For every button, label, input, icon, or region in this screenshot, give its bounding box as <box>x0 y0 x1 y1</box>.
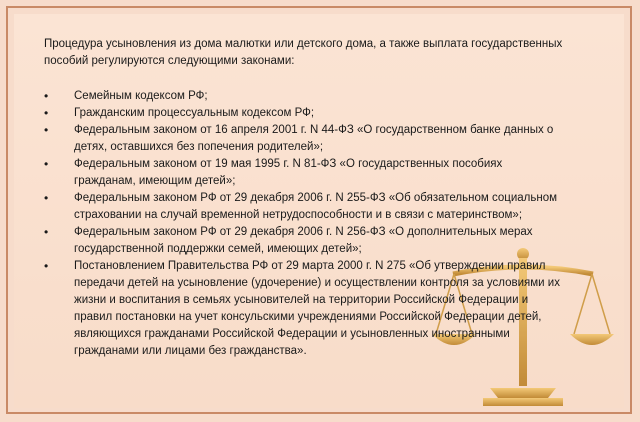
intro-paragraph: Процедура усыновления из дома малютки или детского дома, а также выплата государственных пособий регулируются следующими законами: <box>44 38 563 67</box>
list-item: • Федеральным законом РФ от 29 декабря 2006 г. N 255-ФЗ «Об обязательном социальном страховании на случай временной нетрудоспособности и в связи с материнством»; <box>44 190 564 224</box>
list-item: • Федеральным законом РФ от 29 декабря 2006 г. N 256-ФЗ «О дополнительных мерах государственной поддержки семей, имеющих детей»; <box>44 224 564 258</box>
list-item: • Федеральным законом от 19 мая 1995 г. N 81-ФЗ «О государственных пособиях гражданам, имеющим детей»; <box>44 156 564 190</box>
laws-list <box>44 88 564 360</box>
document-body <box>44 36 564 360</box>
list-item: • Семейным кодексом РФ; <box>44 88 564 105</box>
list-item: • Федеральным законом от 16 апреля 2001 г. N 44-ФЗ «О государственном банке данных о детях, оставшихся без попечения родителей»; <box>44 122 564 156</box>
list-item: • Постановлением Правительства РФ от 29 марта 2000 г. N 275 «Об утверждении правил передачи детей на усыновление (удочерение) и осуществлении контроля за условиями их жизни и воспитания в семьях усыновителей на территории Российской Федерации и правил постановки на учет консульскими учреждениями Российской Федерации детей, являющихся гражданами Российской Федерации и усыновленных иностранными гражданами или лицами без гражданства». <box>44 258 564 360</box>
list-item: • Гражданским процессуальным кодексом РФ; <box>44 105 564 122</box>
